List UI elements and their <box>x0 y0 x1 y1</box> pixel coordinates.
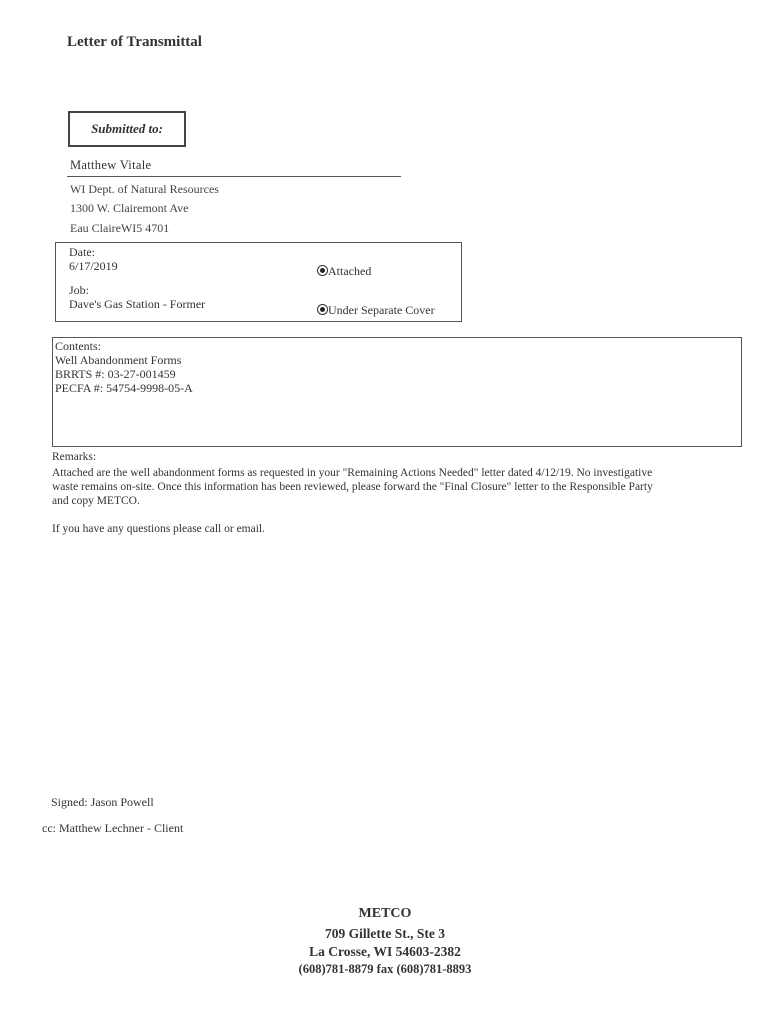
option-separate-label: Under Separate Cover <box>328 303 435 317</box>
date-job-box <box>55 242 462 322</box>
contents-line: BRRTS #: 03-27-001459 <box>55 367 176 381</box>
footer-address-2: La Crosse, WI 54603-2382 <box>309 944 461 959</box>
footer-address-1: 709 Gillette St., Ste 3 <box>325 926 445 941</box>
remarks-line: waste remains on-site. Once this information has been reviewed, please forward the "Final Closure" letter to the Responsible Party <box>52 481 653 493</box>
cc-line: cc: Matthew Lechner - Client <box>42 821 184 835</box>
submitted-to-label: Submitted to: <box>91 121 163 136</box>
contents-text <box>55 339 193 395</box>
signed-line: Signed: Jason Powell <box>51 795 154 809</box>
remarks-closing: If you have any questions please call or email. <box>52 523 265 535</box>
recipient-org: WI Dept. of Natural Resources <box>70 182 219 196</box>
remarks-label: Remarks: <box>52 451 97 463</box>
option-attached <box>317 264 371 279</box>
recipient-street: 1300 W. Clairemont Ave <box>70 201 189 215</box>
submitted-to-box <box>68 111 186 147</box>
recipient-city: Eau ClaireWI5 4701 <box>70 221 170 235</box>
recipient-divider <box>67 176 401 177</box>
radio-filled-icon <box>317 265 328 276</box>
contents-box <box>52 337 742 447</box>
option-attached-label: Attached <box>328 264 372 278</box>
contents-label: Contents: <box>55 339 102 353</box>
remarks-line: Attached are the well abandonment forms as requested in your "Remaining Actions Needed" letter dated 4/12/19. No investigative <box>52 467 653 479</box>
contents-line: PECFA #: 54754-9998-05-A <box>55 381 193 395</box>
contents-line: Well Abandonment Forms <box>55 353 182 367</box>
remarks-section <box>52 450 742 536</box>
option-separate-cover <box>317 303 435 318</box>
recipient-name: Matthew Vitale <box>70 158 152 172</box>
date-value: 6/17/2019 <box>69 259 118 273</box>
remarks-line: and copy METCO. <box>52 495 140 507</box>
radio-filled-icon <box>317 304 328 315</box>
job-value: Dave's Gas Station - Former <box>69 297 206 311</box>
job-label: Job: <box>69 283 90 297</box>
footer-phone: (608)781-8879 fax (608)781-8893 <box>298 962 472 976</box>
date-label: Date: <box>69 245 95 259</box>
footer-company: METCO <box>358 906 412 921</box>
document-title: Letter of Transmittal <box>67 34 202 50</box>
